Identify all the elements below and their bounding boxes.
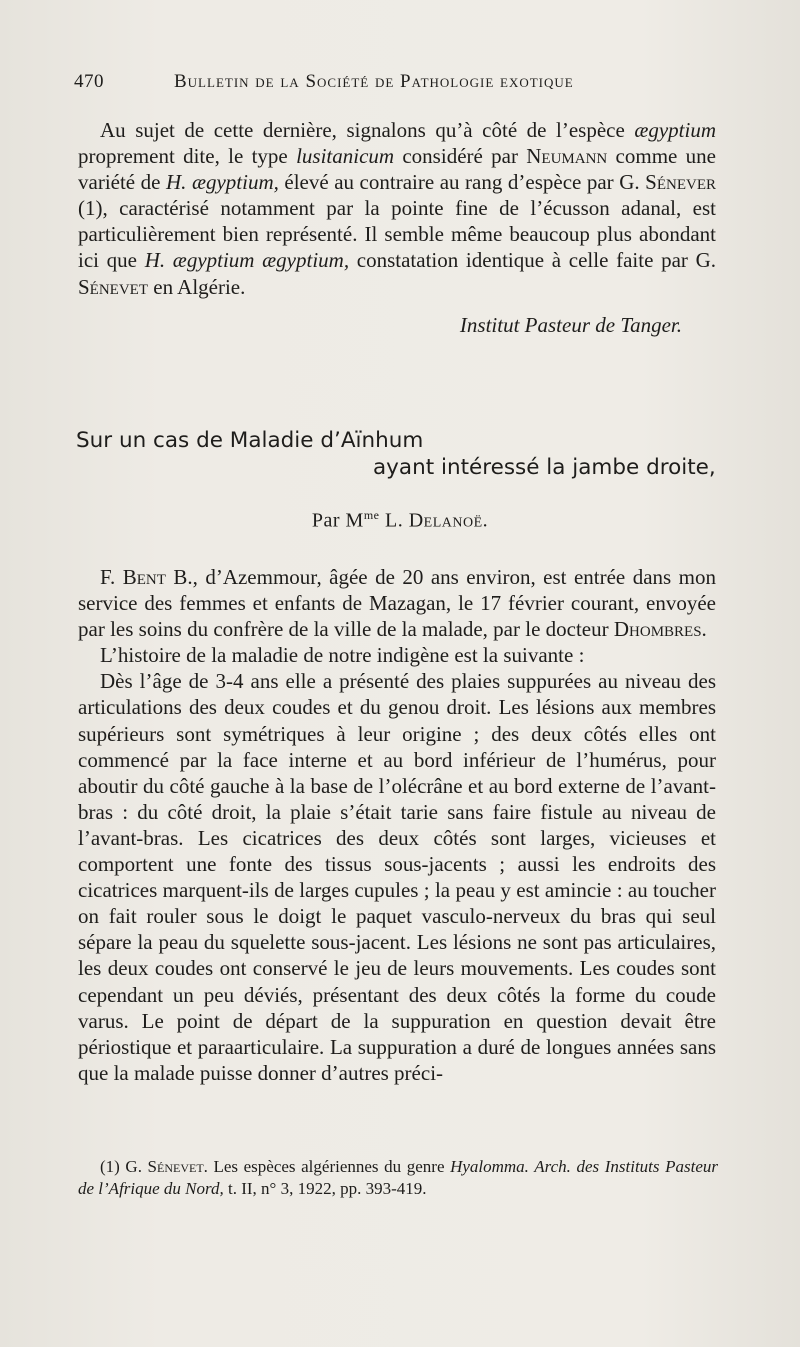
- text-run: Sénevet: [147, 1157, 204, 1176]
- text-run: H. ægyptium,: [166, 170, 279, 195]
- text-run: lusitanicum: [296, 144, 395, 169]
- text-run: Dhombres.: [613, 617, 707, 642]
- text-run: F.: [100, 565, 123, 589]
- text-run: Bent: [122, 565, 166, 589]
- byline-initial: L.: [379, 509, 409, 532]
- text-run: élevé au contraire au rang d’espèce par G.: [278, 170, 646, 195]
- article-body: [78, 564, 716, 1086]
- body-paragraph-3: [78, 668, 716, 1086]
- text-run: constatation identique à celle faite par G.: [349, 248, 717, 273]
- text-run: Hyalomma. Arch. des Instituts Pasteur de l’Afrique du Nord,: [78, 1157, 718, 1198]
- text-run: considéré par: [394, 144, 527, 169]
- article-title-line-2: ayant intéressé la jambe droite,: [373, 455, 716, 480]
- intro-paragraph-block: [78, 117, 716, 300]
- footnote-text: [78, 1156, 718, 1200]
- byline-prefix: Par M: [311, 509, 364, 532]
- author-byline: [0, 508, 800, 533]
- text-run: t. II, n° 3, 1922, pp. 393-419.: [223, 1179, 427, 1198]
- text-run: ægyptium: [634, 118, 716, 142]
- text-run: Dès l’âge de 3-4 ans elle a présenté des plaies suppurées au niveau des articulations des deux coudes et du genou droit. Les lésions aux membres supérieurs sont symétriques à leur origine ; des deux côtés elles ont commencé par la face interne et au bord inférieur de l’humérus, pour aboutir du côté gauche à la base de l’olécrâne et au bord externe de l’avant-bras : du côté droit, la plaie s’était tarie sans faire fistule au niveau de l’avant-bras. Les cicatrices des deux côtés sont larges, vicieuses et comportent une fonte des tissus sous-jacents ; aussi les endroits des cicatrices marquent-ils de larges cupules ; la peau y est amincie : au toucher on fait rouler sous le doigt le paquet vasculo-nerveux du bras qui seul sépare la peau du squelette sous-jacent. Les lésions ne sont pas articulaires, les deux coudes ont conservé le jeu de leurs mouvements. Les coudes sont cependant un peu déviés, présentant des deux côtés la forme du coude varus. Le point de départ de la suppuration en question devait être périostique et paraarticulaire. La suppuration a duré de longues années sans que la malade puisse donner d’autres préci-: [78, 669, 716, 1085]
- intro-paragraph: [78, 117, 716, 300]
- footnote: [78, 1156, 718, 1200]
- institution-signature: Institut Pasteur de Tanger.: [459, 313, 682, 337]
- article-title: [76, 427, 726, 481]
- text-run: Sénevet: [78, 274, 148, 299]
- text-run: B., d’Azemmour, âgée de 20 ans environ, est entrée dans mon service des femmes et enfants de Mazagan, le 17 février courant, envoyée par les soins du confrère de la ville de la malade, par le docteur: [78, 565, 717, 642]
- journal-title: Bulletin de la Société de Pathologie exotique: [174, 71, 574, 92]
- text-run: H. ægyptium ægyptium,: [144, 248, 350, 273]
- article-title-line-1: Sur un cas de Maladie d’Aïnhum: [76, 428, 424, 453]
- text-run: (1), caractérisé notamment par la pointe fine de l’écusson adanal, est particulièrement bien représenté. Il semble même beaucoup plus abondant ici que: [78, 196, 716, 273]
- page-number: 470: [74, 71, 104, 92]
- text-run: en Algérie.: [148, 274, 246, 299]
- text-run: proprement dite, le type: [78, 144, 297, 169]
- text-run: Au sujet de cette dernière, signalons qu’à côté de l’espèce: [100, 118, 635, 142]
- body-paragraph-2: [78, 642, 716, 668]
- text-run: Neumann: [526, 144, 608, 169]
- text-run: (1) G.: [100, 1157, 148, 1176]
- byline-superscript: me: [363, 508, 380, 522]
- author-name: Delanoë.: [408, 509, 489, 532]
- text-run: L’histoire de la maladie de notre indigène est la suivante :: [100, 643, 585, 668]
- text-run: Sénever: [645, 170, 716, 195]
- text-run: comme une variété de: [78, 144, 716, 195]
- body-paragraph-1: [78, 564, 716, 642]
- text-run: . Les espèces algériennes du genre: [203, 1157, 451, 1176]
